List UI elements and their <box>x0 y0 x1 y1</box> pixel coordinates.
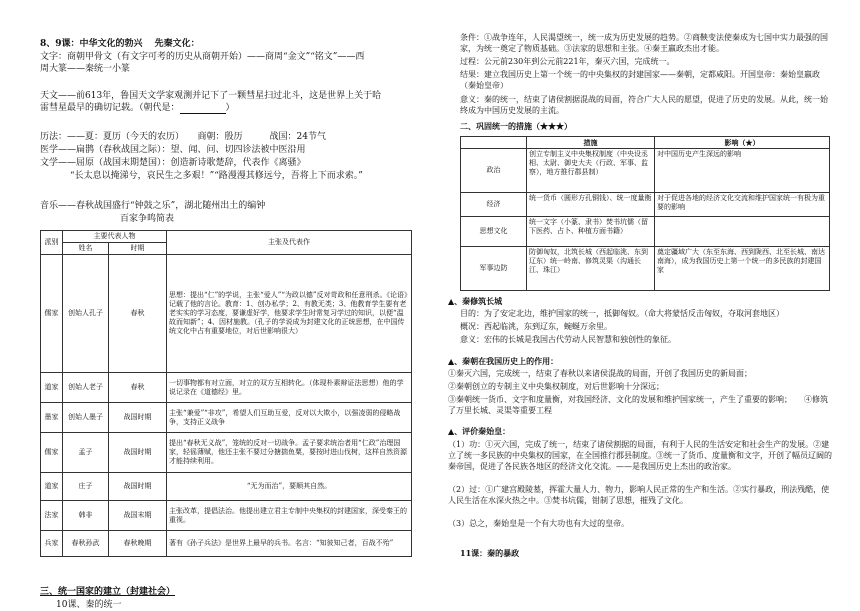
process-text: 过程：公元前230年到公元前221年，秦灭六国，完成统一。 <box>460 57 675 66</box>
category-cell: 军事边防 <box>461 247 527 291</box>
period-cell: 战国时期 <box>109 473 167 501</box>
header-period: 时期 <box>109 243 167 255</box>
period-cell: 春秋 <box>109 373 167 403</box>
calendar-line: 历法：——夏：夏历（今天的农历） 商朝：殷历 战国：24节气 <box>40 132 326 142</box>
wall-overview: 概况：西起临洮，东到辽东，蜿蜒万余里。 <box>460 322 612 331</box>
header-blank <box>461 137 527 149</box>
music-line: 音乐——春秋战国盛行“钟鼓之乐”，湖北随州出土的编钟 <box>40 201 266 211</box>
medicine-line: 医学——扁鹊（春秋战国之际）：望、闻、问、切四诊法被中医沿用 <box>40 145 306 155</box>
answer-blank[interactable] <box>180 104 226 114</box>
conditions-text: 条件：①战争连年，人民渴望统一，统一成为历史发展的趋势。②商鞅变法使秦成为七国中实力最强的国家，为统一奠定了物质基础。③法家的思想和主张。④秦王嬴政杰出才能。 <box>460 33 828 53</box>
table-row <box>41 531 412 557</box>
person-cell: 庄子 <box>63 473 109 501</box>
measure-cell: 统一文字（小篆、隶书）焚书坑儒（留下医药、占卜、种植方面书籍） <box>527 217 655 247</box>
role-item-1: ①秦灭六国，完成统一，结束了春秋以来诸侯混战的局面，开创了我国历史的新局面； <box>448 369 752 378</box>
impact-cell <box>655 217 830 247</box>
evaluation-merits: （1）功：①灭六国，完成了统一，结束了诸侯割据的局面，有利于人民的生活安定和社会生产的发展。②建立了统一多民族的中央集权的国家，在全国推行郡县制度。③统一了货币、度量衡和文字，开创了幅员辽阔的秦帝国，促进了各民族各地区的经济文化交流。——是我国历史上杰出的政治家。 <box>448 440 832 471</box>
table-row <box>461 149 830 193</box>
lesson-heading: 8、9课：中华文化的勃兴 先秦文化： <box>40 39 200 49</box>
impact-cell: 奠定疆域广大（东至东海、西到陇西、北至长城、南达南海），成为我国历史上第一个统一的多民族的封建国家 <box>655 247 830 291</box>
writing-line-2: 周大篆——秦统一小篆 <box>40 64 131 74</box>
school-cell: 道家 <box>41 473 63 501</box>
school-cell: 道家 <box>41 373 63 403</box>
impact-cell: 对于促进各地的经济文化交流和维护国家统一有极为重要的影响 <box>655 193 830 217</box>
idea-cell: 著有《孙子兵法》是世界上最早的兵书。名言：“知彼知己者，百战不殆” <box>167 531 412 557</box>
astronomy-line-1: 天文——前613年，鲁国天文学家观测并记下了一颗彗星扫过北斗，这是世界上关于哈 <box>40 91 382 101</box>
table-row <box>461 217 830 247</box>
header-representatives: 主要代表人物 <box>63 231 167 243</box>
astronomy-close: ） <box>225 103 235 113</box>
period-cell: 战国时期 <box>109 403 167 433</box>
school-cell: 兵家 <box>41 531 63 557</box>
person-cell: 创始人孔子 <box>63 255 109 373</box>
idea-cell: 思想：提出“仁”的学说，主张“爱人”“为政以德”反对苛政和任意刑杀。《论语》记载了他的言论。教育：1、创办私学；2、有教无类；3、他教育学生要有老老实实的学习态度，要谦虚好学，他要求学生时常复习学过的知识，以便“温故而知新”；4、因材施教。（孔子的学说成为封建文化的正统思想，在中国传统文化中占有重要地位，对后世影响很大） <box>167 255 412 373</box>
school-cell: 儒家 <box>41 433 63 473</box>
table-row <box>41 501 412 531</box>
period-cell: 春秋晚期 <box>109 531 167 557</box>
section-consolidation: 二、巩固统一的措施（★★★） <box>460 121 572 131</box>
period-cell: 春秋 <box>109 255 167 373</box>
great-wall-heading: ▲、秦修筑长城 <box>448 296 503 306</box>
hundred-schools-table <box>40 230 412 557</box>
header-ideas: 主张及代表作 <box>167 231 412 255</box>
category-cell: 思想文化 <box>461 217 527 247</box>
school-cell: 墨家 <box>41 403 63 433</box>
impact-cell: 对中国历史产生深远的影响 <box>655 149 830 193</box>
header-measures: 措施 <box>527 137 655 149</box>
table-row <box>41 473 412 501</box>
school-cell: 法家 <box>41 501 63 531</box>
idea-cell: 一切事物都有对立面，对立的双方互相转化。（体现朴素辩证法思想）他的学说记录在《道德经》里。 <box>167 373 412 403</box>
header-school: 派别 <box>41 231 63 255</box>
astronomy-line-2 <box>40 102 235 114</box>
person-cell: 创始人老子 <box>63 373 109 403</box>
lesson-11-title: 11课：秦的暴政 <box>460 548 520 558</box>
idea-cell: 提出“春秋无义战”，笼统的反对一切战争。孟子要求统治者用“仁政”治理国家，轻徭薄赋，他还主张不要过分搪揣鱼粟，要按时进山伐树，这样自然资源才能持续利用。 <box>167 433 412 473</box>
header-name: 姓名 <box>63 243 109 255</box>
table-title: 百家争鸣简表 <box>120 214 175 224</box>
person-cell: 春秋孙武 <box>63 531 109 557</box>
table-row <box>41 433 412 473</box>
period-cell: 战国时期 <box>109 433 167 473</box>
table-row <box>41 255 412 373</box>
astronomy-question: 雷彗星最早的确切记载。（朝代是： <box>40 103 180 113</box>
measure-cell: 防御匈奴，北筑长城（西起临洮、东到辽东）统一岭南、修筑灵渠（沟通长江、珠江） <box>527 247 655 291</box>
table-row <box>41 403 412 433</box>
category-cell: 经济 <box>461 193 527 217</box>
literature-line: 文学——屈原（战国末期楚国）：创造新诗歌楚辞，代表作《离骚》 <box>40 158 306 168</box>
person-cell: 韩非 <box>63 501 109 531</box>
school-cell: 儒家 <box>41 255 63 373</box>
table-row <box>461 193 830 217</box>
idea-cell: 主张“兼爱”“非攻”，希望人们互助互爱，反对以大欺小，以强凌弱的侵略战争，支持正义战争 <box>167 403 412 433</box>
idea-cell: 主张改革，提倡法治。他提出建立君主专制中央集权的封建国家，深受秦王的重视。 <box>167 501 412 531</box>
role-item-2: ②秦朝创立的专制主义中央集权制度，对后世影响十分深远； <box>448 382 664 391</box>
evaluation-summary: （3）总之，秦始皇是一个有大功也有大过的皇帝。 <box>448 519 630 528</box>
lesson-10-title: 10课、秦的统一 <box>56 600 122 610</box>
measure-cell: 创立专制主义中央集权制度（中央设丞相、太尉、御史大夫（行政、军事、监察），地方推行郡县制） <box>527 149 655 193</box>
role-item-3: ③秦朝统一货币、文字和度量衡，对我国经济、文化的发展和维护国家统一，产生了重要的影响； ④修筑了万里长城、灵渠等重要工程 <box>448 395 828 415</box>
measures-table <box>460 136 830 291</box>
person-cell: 创始人墨子 <box>63 403 109 433</box>
category-cell: 政治 <box>461 149 527 193</box>
period-cell: 战国末期 <box>109 501 167 531</box>
writing-line-1: 文字：商朝甲骨文（有文字可考的历史从商朝开始）——商周“金文”“铭文”——西 <box>40 52 365 62</box>
person-cell: 孟子 <box>63 433 109 473</box>
wall-significance: 意义：宏伟的长城是我国古代劳动人民智慧和独创性的象征。 <box>460 335 676 344</box>
quote-line: “长太息以掩涕兮，哀民生之多艰！”“路漫漫其修远兮，吾将上下而求索。” <box>70 171 363 181</box>
header-impact: 影响（★） <box>655 137 830 149</box>
table-row <box>461 247 830 291</box>
measure-cell: 统一货币（圆形方孔铜钱）、统一度量衡 <box>527 193 655 217</box>
evaluation-faults: （2）过：①广建宫殿陵墓，挥霍大量人力、物力，影响人民正常的生产和生活。②实行暴政，刑法残酷，使人民生活在水深火热之中。③焚书坑儒，钳制了思想，摧残了文化。 <box>448 485 830 505</box>
qin-role-heading: ▲、秦朝在我国历史上的作用： <box>448 356 559 366</box>
evaluation-heading: ▲、评价秦始皇： <box>448 426 511 436</box>
significance-text: 意义：秦的统一，结束了诸侯割据混战的局面，符合广大人民的愿望，促进了历史的发展。从此，统一始终成为中国历史发展的主流。 <box>460 95 828 115</box>
section-unification: 三、统一国家的建立（封建社会） <box>40 587 176 597</box>
wall-purpose: 目的：为了安定北边，维护国家的统一，抵御匈奴。（命大将蒙恬反击匈奴，夺取河套地区） <box>460 309 784 318</box>
result-text: 结果：建立我国历史上第一个统一的中央集权的封建国家——秦朝，定都咸阳。开国皇帝：秦始皇嬴政（秦始皇帝） <box>460 70 820 90</box>
table-row <box>41 373 412 403</box>
idea-cell: “无为而治”，要顺其自然。 <box>167 473 412 501</box>
